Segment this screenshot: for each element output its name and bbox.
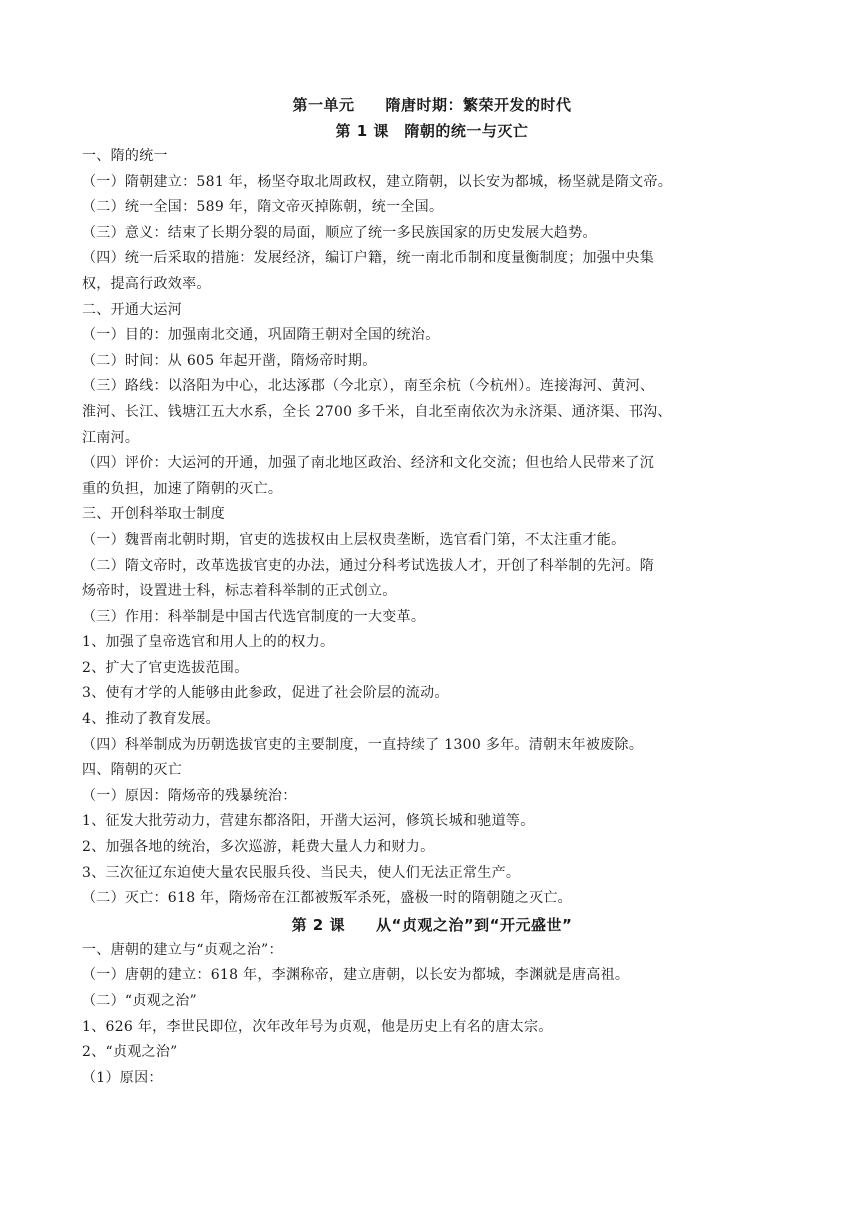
text-line: （二）隋文帝时，改革选拔官吏的办法，通过分科考试选拔人才，开创了科举制的先河。隋 [82,557,654,574]
text-line: （四）科举制成为历朝选拔官吏的主要制度，一直持续了 1300 多年。清朝末年被废除。 [82,736,644,753]
text-line: （一）原因：隋炀帝的残暴统治： [82,787,297,804]
text-line: 3、三次征辽东迫使大量农民服兵役、当民夫，使人们无法正常生产。 [82,864,521,881]
text-line: （三）作用：科举制是中国古代选官制度的一大变革。 [82,608,426,625]
text-line: （二）统一全国：589 年，隋文帝灭掉陈朝，统一全国。 [82,199,444,216]
lesson-2-body [82,938,782,1092]
text-line: （一）魏晋南北朝时期，官吏的选拔权由上层权贵垄断，选官看门第，不太注重才能。 [82,531,626,548]
text-line: （三）意义：结束了长期分裂的局面，顺应了统一多民族国家的历史发展大趋势。 [82,224,597,241]
text-line: 三、开创科举取士制度 [82,506,225,523]
text-line: 重的负担，加速了隋朝的灭亡。 [82,480,283,497]
lesson-1-body [82,144,782,912]
text-line: 2、加强各地的统治，多次巡游，耗费大量人力和财力。 [82,839,435,856]
text-line: 炀帝时，设置进士科，标志着科举制的正式创立。 [82,583,397,600]
text-line: （一）隋朝建立：581 年，杨坚夺取北周政权，建立隋朝，以长安为都城，杨坚就是隋文帝。 [82,173,673,190]
text-line: （四）统一后采取的措施：发展经济，编订户籍，统一南北币制和度量衡制度；加强中央集 [82,250,654,267]
text-line: 四、隋朝的灭亡 [82,762,183,779]
text-line: （二）时间：从 605 年起开凿，隋炀帝时期。 [82,352,377,369]
text-line: 3、使有才学的人能够由此参政，促进了社会阶层的流动。 [82,685,449,702]
text-line: 4、推动了教育发展。 [82,711,220,728]
text-line: （二）灭亡：618 年，隋炀帝在江都被叛军杀死，盛极一时的隋朝随之灭亡。 [82,890,572,907]
text-line: （一）目的：加强南北交通，巩固隋王朝对全国的统治。 [82,327,440,344]
text-line: 2、扩大了官吏选拔范围。 [82,659,249,676]
text-line: 淮河、长江、钱塘江五大水系，全长 2700 多千米，自北至南依次为永济渠、通济渠、邗沟、 [82,403,672,420]
document-page [82,92,782,1091]
text-line: 1、加强了皇帝选官和用人上的的权力。 [82,634,335,651]
text-line: 一、隋的统一 [82,148,168,164]
text-line: 1、征发大批劳动力，营建东都洛阳，开凿大运河，修筑长城和驰道等。 [82,813,535,830]
unit-title: 第一单元 隋唐时期：繁荣开发的时代 [292,96,572,114]
text-line: 权，提高行政效率。 [82,275,211,292]
text-line: 江南河。 [82,429,140,446]
text-line: （四）评价：大运河的开通，加强了南北地区政治、经济和文化交流；但也给人民带来了沉 [82,455,654,472]
text-line: 2、“贞观之治” [82,1044,178,1061]
text-line: 二、开通大运河 [82,301,183,318]
text-line: 一、唐朝的建立与“贞观之治”： [82,941,283,958]
text-line: （一）唐朝的建立：618 年，李渊称帝，建立唐朝，以长安为都城，李渊就是唐高祖。 [82,967,630,984]
lesson-2-title: 第 2 课 从“贞观之治”到“开元盛世” [291,915,573,934]
text-line: （1）原因： [82,1069,163,1086]
text-line: 1、626 年，李世民即位，次年改年号为贞观，他是历史上有名的唐太宗。 [82,1018,553,1035]
lesson-1-title: 第 1 课 隋朝的统一与灭亡 [335,122,529,140]
text-line: （二）“贞观之治” [82,993,198,1009]
text-line: （三）路线：以洛阳为中心，北达涿郡（今北京），南至余杭（今杭州）。连接海河、黄河、 [82,378,655,395]
